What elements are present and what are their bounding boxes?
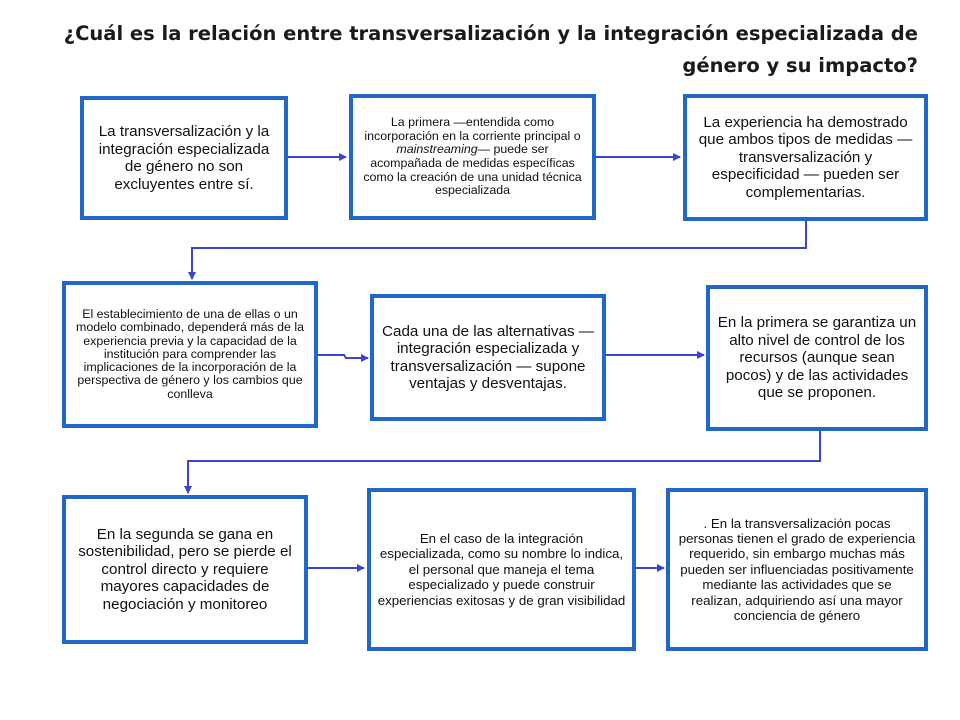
box-transversalizacion-no-excluyentes (80, 96, 288, 220)
arrow-b3-b4 (192, 220, 806, 279)
box-text: En la segunda se gana en sostenibilidad, pero se pierde el control directo y requiere mayores capacidades de negociación y monitoreo (78, 525, 292, 613)
arrow-b4-b5 (318, 355, 368, 358)
page-title: ¿Cuál es la relación entre transversalización y la integración especializada de género y su impacto? (63, 22, 918, 77)
box-text: En la primera se garantiza un alto nivel de control de los recursos (aunque sean pocos) y de las actividades que se proponen. (717, 314, 917, 402)
box-primera-mainstreaming (349, 94, 596, 220)
box-text: La transversalización y la integración especializada de género no son excluyentes entre sí. (98, 123, 270, 193)
arrow-b6-b7 (188, 430, 820, 493)
box-text: La experiencia ha demostrado que ambos tipos de medidas — transversalización y especificidad — pueden ser complementarias. (698, 113, 913, 201)
box-text: . En la transversalización pocas personas tienen el grado de experiencia requerido, sin embargo muchas más pueden ser influenciadas positivamente mediante las actividades que se realizan, adquiriendo así una mayor conciencia de género (678, 515, 916, 624)
box-integracion-especializada-caso (367, 488, 636, 651)
box-establecimiento-modelo (62, 281, 318, 428)
box-medidas-complementarias (683, 94, 928, 221)
box-segunda-sostenibilidad (62, 495, 308, 644)
box-primera-control (706, 285, 928, 431)
box-transversalizacion-pocas-personas (666, 488, 928, 651)
box-text: El establecimiento de una de ellas o un modelo combinado, dependerá más de la experiencia previa y la capacidad de la institución para comprender las implicaciones de la incorporación de la perspectiva de género y los cambios que conlleva (76, 307, 304, 401)
box-text: Cada una de las alternativas —integración especializada y transversalización — supone ventajas y desventajas. (382, 322, 594, 392)
box-text: En el caso de la integración especializada, como su nombre lo indica, el personal que maneja el tema especializado y puede construir experiencias exitosas y de gran visibilidad (377, 530, 626, 608)
box-ventajas-desventajas (370, 294, 606, 421)
box-text: La primera —entendida como incorporación en la corriente principal o mainstreaming— puede ser acompañada de medidas específicas como la creación de una unidad técnica especializada (363, 115, 582, 198)
